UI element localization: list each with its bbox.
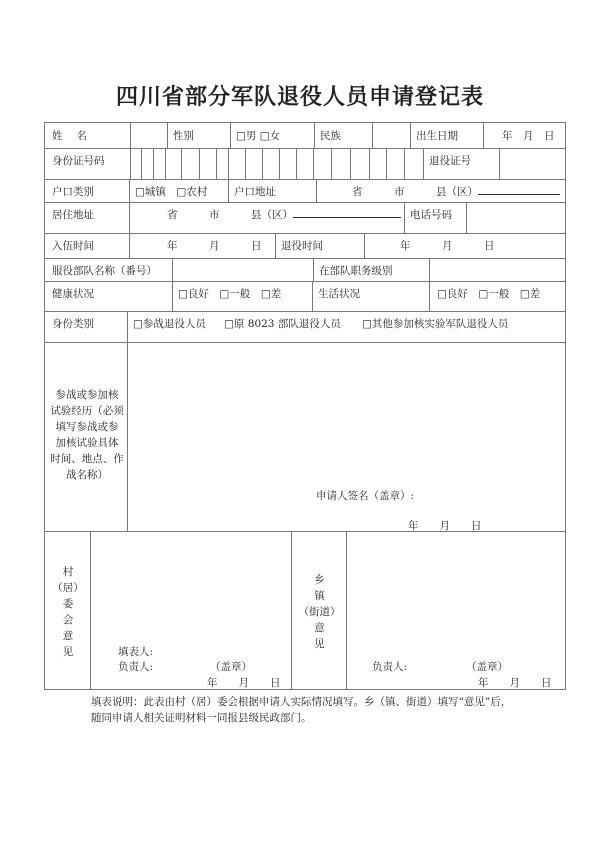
village-filler-label: 填表人: bbox=[118, 646, 154, 658]
town-seal-label: （盖章） bbox=[466, 661, 508, 673]
blank-line bbox=[293, 208, 401, 218]
health-options[interactable]: □良好 □一般 □差 bbox=[178, 288, 282, 300]
hukou-options[interactable]: □城镇 □农村 bbox=[135, 186, 208, 198]
label-name: 姓 名 bbox=[52, 130, 87, 142]
label-line: 意 bbox=[62, 630, 74, 642]
label-ethnic: 民族 bbox=[320, 130, 341, 142]
label-discharge-no: 退役证号 bbox=[429, 155, 471, 167]
id-digit-box[interactable] bbox=[245, 148, 263, 180]
label-residence: 居住地址 bbox=[52, 209, 94, 221]
label-line: 意 bbox=[314, 622, 325, 634]
town-leader-label: 负责人: bbox=[372, 661, 408, 673]
label-rank: 在部队职务级别 bbox=[319, 265, 393, 277]
id-digit-box[interactable] bbox=[279, 148, 297, 180]
name-field[interactable] bbox=[130, 122, 168, 149]
label-unit: 服役部队名称（番号） bbox=[52, 265, 157, 277]
label-line: 见 bbox=[62, 646, 74, 658]
label-line: 战名称） bbox=[66, 469, 108, 481]
label-enlist-date: 入伍时间 bbox=[52, 240, 94, 252]
enlist-date-format: 年 月 日 bbox=[167, 240, 262, 252]
id-digit-box[interactable] bbox=[331, 148, 351, 180]
id-digit-box[interactable] bbox=[313, 148, 332, 180]
village-seal-label: （盖章） bbox=[210, 661, 252, 673]
hukou-address-format bbox=[352, 184, 560, 199]
label-line: 村 bbox=[62, 566, 74, 578]
label-hukou-address: 户口地址 bbox=[234, 186, 276, 198]
label-gender: 性别 bbox=[173, 130, 194, 142]
label-line: 镇 bbox=[314, 590, 325, 602]
label-health: 健康状况 bbox=[52, 288, 94, 300]
experience-field[interactable] bbox=[127, 342, 566, 532]
birth-date-format: 年 月 日 bbox=[502, 130, 555, 142]
label-id-number: 身份证号码 bbox=[52, 155, 105, 167]
label-discharge-date: 退役时间 bbox=[281, 240, 323, 252]
form-note-line-1: 填表说明：此表由村（居）委会根据申请人实际情况填写。乡（镇、街道）填写“意见”后， bbox=[91, 696, 512, 708]
label-line: 见 bbox=[314, 638, 325, 650]
town-date: 年 月 日 bbox=[478, 677, 552, 689]
id-digit-box[interactable] bbox=[228, 148, 246, 180]
rank-field[interactable] bbox=[429, 258, 566, 282]
address-format-text: 省 市 县（区） bbox=[167, 209, 293, 221]
id-digit-box[interactable] bbox=[404, 148, 424, 180]
label-living: 生活状况 bbox=[318, 288, 360, 300]
id-digit-box[interactable] bbox=[199, 148, 217, 180]
label-town-opinion bbox=[292, 572, 347, 652]
label-village-opinion bbox=[45, 564, 91, 660]
address-format-text: 省 市 县（区） bbox=[352, 186, 478, 198]
label-hukou-type: 户口类别 bbox=[52, 186, 94, 198]
ethnic-field[interactable] bbox=[372, 122, 411, 149]
living-options[interactable]: □良好 □一般 □差 bbox=[437, 288, 541, 300]
label-line: （街道） bbox=[298, 606, 341, 618]
id-digit-box[interactable] bbox=[165, 148, 182, 180]
id-digit-box[interactable] bbox=[262, 148, 280, 180]
applicant-date: 年 月 日 bbox=[408, 520, 482, 532]
identity-option-combat[interactable]: □参战退役人员 bbox=[133, 318, 206, 330]
label-line: 填写参战或参 bbox=[55, 421, 119, 433]
label-line: （居） bbox=[52, 582, 84, 594]
unit-field[interactable] bbox=[172, 258, 314, 282]
blank-line bbox=[478, 185, 560, 195]
label-line: 试验经历（必须 bbox=[50, 405, 124, 417]
label-line: 加核试验具体 bbox=[55, 437, 119, 449]
identity-option-8023[interactable]: □原 8023 部队退役人员 bbox=[224, 318, 341, 330]
village-leader-label: 负责人: bbox=[118, 661, 154, 673]
label-line: 乡 bbox=[314, 574, 325, 586]
identity-option-nuclear[interactable]: □其他参加核实验军队退役人员 bbox=[362, 318, 509, 330]
village-date: 年 月 日 bbox=[207, 677, 281, 689]
id-digit-box[interactable] bbox=[296, 148, 314, 180]
label-experience bbox=[46, 387, 128, 483]
discharge-date-format: 年 月 日 bbox=[400, 240, 495, 252]
id-digit-box[interactable] bbox=[386, 148, 405, 180]
residence-format bbox=[167, 207, 401, 222]
id-digit-box[interactable] bbox=[369, 148, 387, 180]
phone-field[interactable] bbox=[466, 202, 566, 234]
gender-options[interactable]: □男 □女 bbox=[236, 130, 281, 142]
label-birth-date: 出生日期 bbox=[416, 130, 458, 142]
id-digit-box[interactable] bbox=[181, 148, 200, 180]
form-note-line-2: 随同申请人相关证明材料一同报县级民政部门。 bbox=[91, 712, 312, 724]
form-title: 四川省部分军队退役人员申请登记表 bbox=[115, 84, 484, 110]
label-line: 时间、地点、作 bbox=[50, 453, 124, 465]
applicant-signature-label: 申请人签名（盖章）: bbox=[316, 490, 415, 502]
label-line: 会 bbox=[62, 614, 74, 626]
label-line: 参战或参加核 bbox=[55, 389, 119, 401]
discharge-no-field[interactable] bbox=[499, 148, 566, 180]
label-identity: 身份类别 bbox=[52, 318, 94, 330]
label-phone: 电话号码 bbox=[410, 209, 452, 221]
label-line: 委 bbox=[62, 598, 74, 610]
id-digit-box[interactable] bbox=[350, 148, 370, 180]
